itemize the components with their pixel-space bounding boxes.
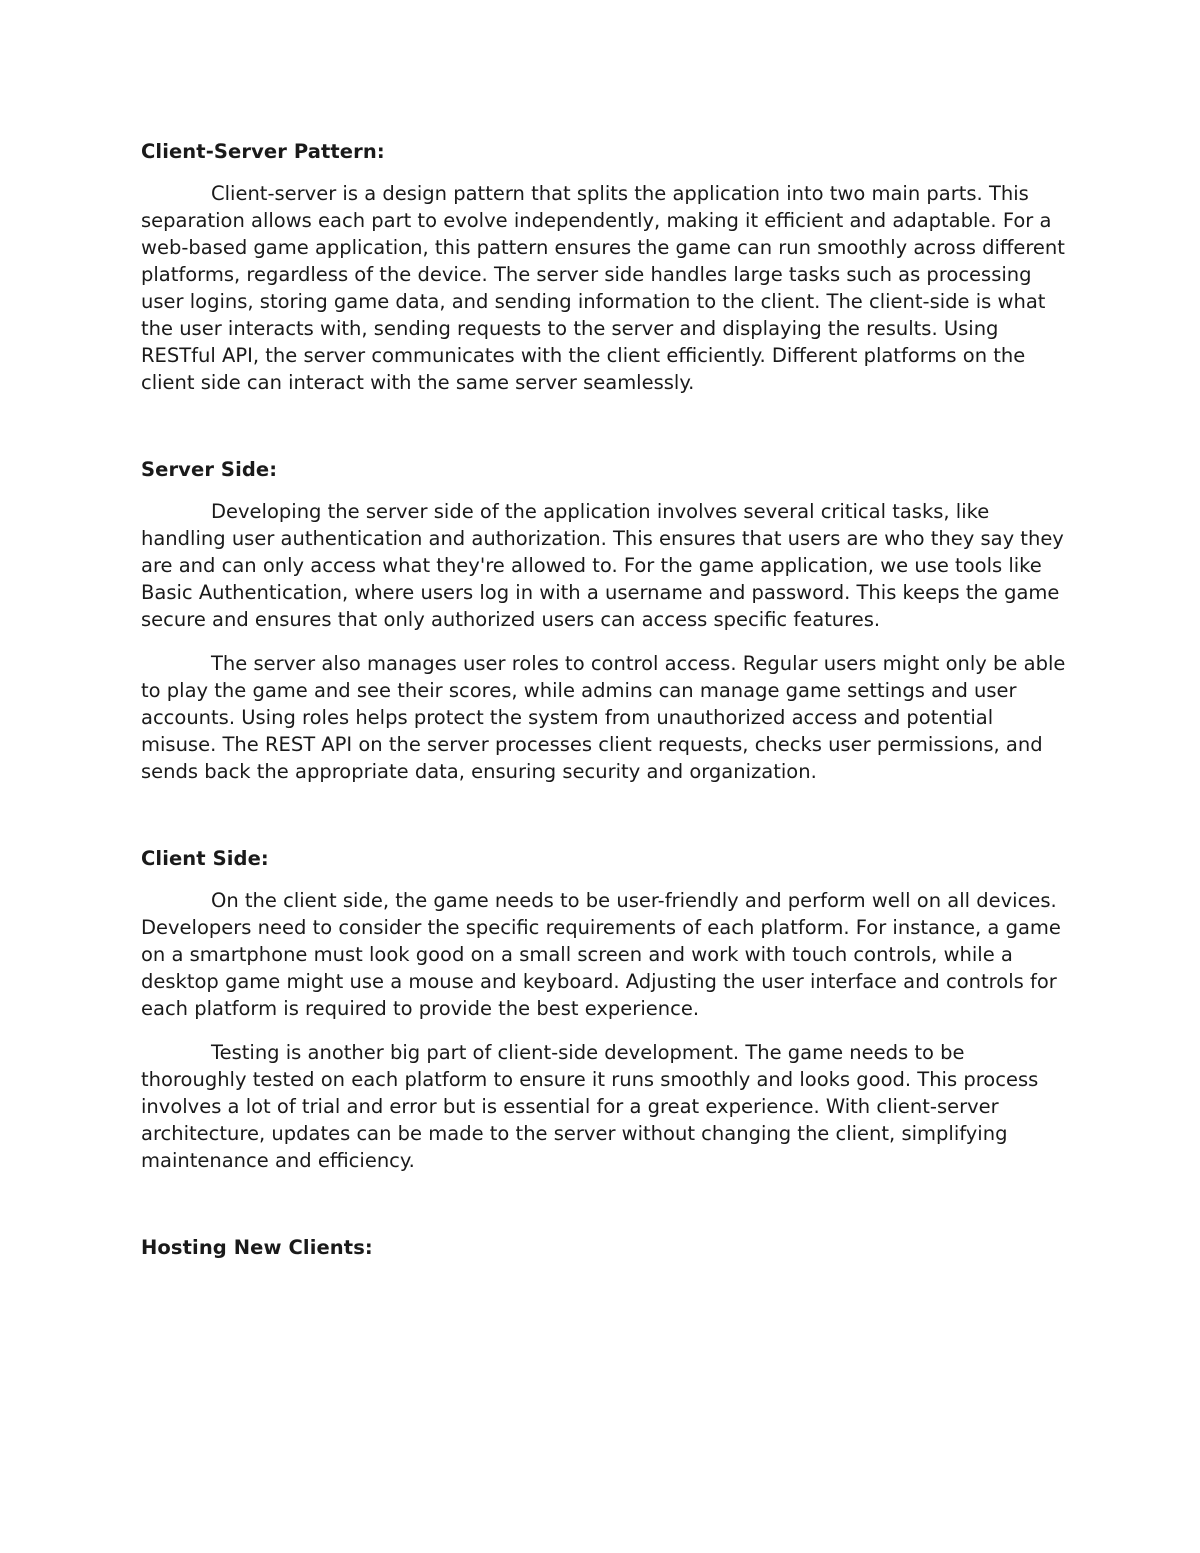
section-client-server-pattern bbox=[141, 138, 1066, 396]
body-paragraph: Developing the server side of the application involves several critical tasks, like handling user authentication and authorization. This ensures that users are who they say they are and can only access what they're allowed to. For the game application, we use tools like Basic Authentication, where users log in with a username and password. This keeps the game secure and ensures that only authorized users can access specific features. bbox=[141, 500, 1064, 631]
body-paragraph: The server also manages user roles to control access. Regular users might only be able to play the game and see their scores, while admins can manage game settings and user accounts. Using roles helps protect the system from unauthorized access and potential misuse. The REST API on the server processes client requests, checks user permissions, and sends back the appropriate data, ensuring security and organization. bbox=[141, 652, 1066, 783]
section-heading: Server Side: bbox=[141, 458, 278, 481]
section-server-side bbox=[141, 456, 1066, 785]
section-hosting-new-clients bbox=[141, 1234, 1066, 1261]
body-paragraph: Client-server is a design pattern that splits the application into two main parts. This separation allows each part to evolve independently, making it efficient and adaptable. For a web-based game application, this pattern ensures the game can run smoothly across different platforms, regardless of the device. The server side handles large tasks such as processing user logins, storing game data, and sending information to the client. The client-side is what the user interacts with, sending requests to the server and displaying the results. Using RESTful API, the server communicates with the client efficiently. Different platforms on the client side can interact with the same server seamlessly. bbox=[141, 182, 1065, 394]
section-client-side bbox=[141, 845, 1066, 1174]
section-heading: Client-Server Pattern: bbox=[141, 140, 385, 163]
section-heading: Client Side: bbox=[141, 847, 269, 870]
section-heading: Hosting New Clients: bbox=[141, 1236, 373, 1259]
document-body bbox=[141, 138, 1066, 1276]
body-paragraph: On the client side, the game needs to be user-friendly and perform well on all devices. Developers need to consider the specific requirements of each platform. For instance, a game on a smartphone must look good on a small screen and work with touch controls, while a desktop game might use a mouse and keyboard. Adjusting the user interface and controls for each platform is required to provide the best experience. bbox=[141, 889, 1061, 1020]
body-paragraph: Testing is another big part of client-side development. The game needs to be thoroughly tested on each platform to ensure it runs smoothly and looks good. This process involves a lot of trial and error but is essential for a great experience. With client-server architecture, updates can be made to the server without changing the client, simplifying maintenance and efficiency. bbox=[141, 1041, 1039, 1172]
